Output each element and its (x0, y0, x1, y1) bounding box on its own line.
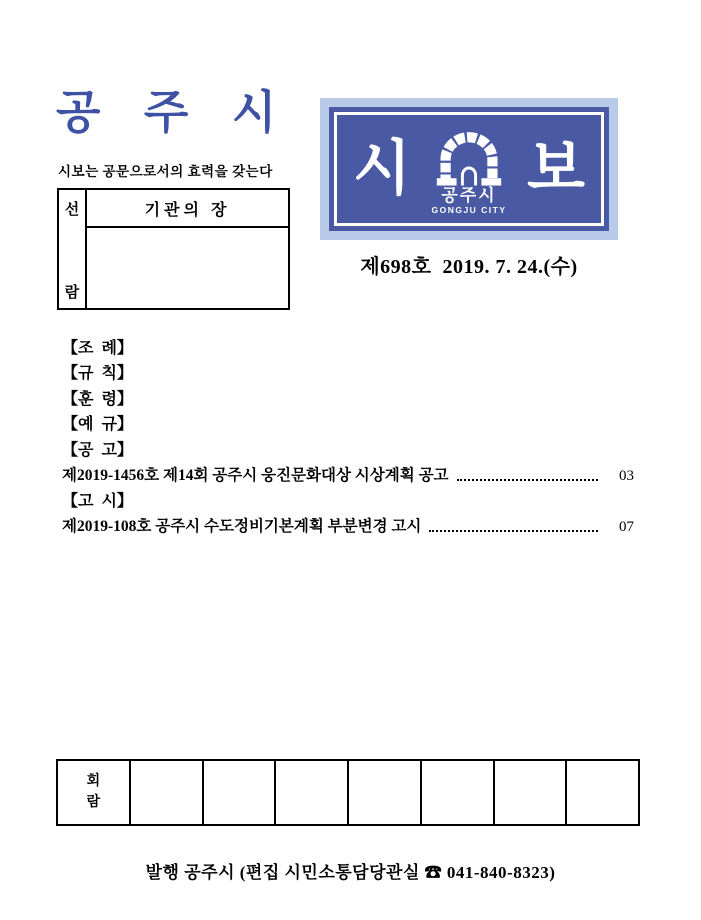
toc-section-header (62, 360, 634, 386)
emblem-city-name-en: GONGJU CITY (431, 205, 507, 216)
dotted-leader (429, 530, 598, 532)
circulation-empty-cell (567, 761, 638, 824)
city-emblem (425, 127, 513, 216)
approval-row-label (59, 190, 87, 308)
circulation-empty-cell (276, 761, 349, 824)
toc-entry-title: 제2019-1456호 제14회 공주시 웅진문화대상 시상계획 공고 (62, 467, 449, 485)
circulation-empty-cell (422, 761, 495, 824)
toc-entry-title: 제2019-108호 공주시 수도정비기본계획 부분변경 고시 (62, 518, 422, 536)
toc-header-label: 【규 칙】 (62, 365, 133, 383)
toc-entry (62, 462, 634, 488)
toc-section-header (62, 487, 634, 513)
circulation-empty-cell (204, 761, 277, 824)
logo-char-si: 시 (353, 135, 411, 202)
approval-label-char-top: 선 (64, 202, 80, 218)
fortress-arch-icon (425, 127, 513, 187)
toc-section-header (62, 436, 634, 462)
toc-entry (62, 513, 634, 539)
page-title: 공 주 시 (56, 87, 293, 138)
toc-header-label: 【훈 령】 (62, 390, 133, 408)
toc-page-number: 07 (619, 519, 634, 535)
circulation-label-char-top: 회 (86, 773, 101, 789)
emblem-city-name: 공주시 (441, 185, 497, 205)
toc-header-label: 【공 고】 (62, 441, 133, 459)
dotted-leader (457, 479, 598, 481)
approval-table (57, 188, 290, 310)
circulation-empty-cell (131, 761, 204, 824)
toc-header-label: 【고 시】 (62, 492, 133, 510)
toc-header-label: 【조 례】 (62, 339, 133, 357)
circulation-empty-cell (495, 761, 568, 824)
gazette-logo-box (329, 107, 609, 231)
gazette-logo (320, 98, 618, 240)
approval-signature-cell (87, 228, 288, 308)
issue-number-date: 제698호 2019. 7. 24.(수) (360, 256, 578, 278)
toc-section-header (62, 334, 634, 360)
toc-page-number: 03 (619, 468, 634, 484)
approval-main-column (87, 190, 288, 308)
circulation-label-char-bottom: 람 (86, 794, 101, 810)
toc-section-header (62, 411, 634, 437)
approval-header-agency-head: 기관의 장 (87, 190, 288, 228)
table-of-contents (62, 334, 634, 538)
logo-char-bo: 보 (527, 135, 585, 202)
toc-header-label: 【예 규】 (62, 416, 133, 434)
circulation-table (56, 759, 640, 826)
circulation-empty-cell (349, 761, 422, 824)
approval-label-char-bottom: 람 (64, 285, 80, 301)
toc-section-header (62, 385, 634, 411)
gazette-effect-notice: 시보는 공문으로서의 효력을 갖는다 (58, 164, 273, 179)
publisher-line: 발행 공주시 (편집 시민소통담당관실 ☎ 041-840-8323) (145, 863, 556, 882)
circulation-label-cell (58, 761, 131, 824)
